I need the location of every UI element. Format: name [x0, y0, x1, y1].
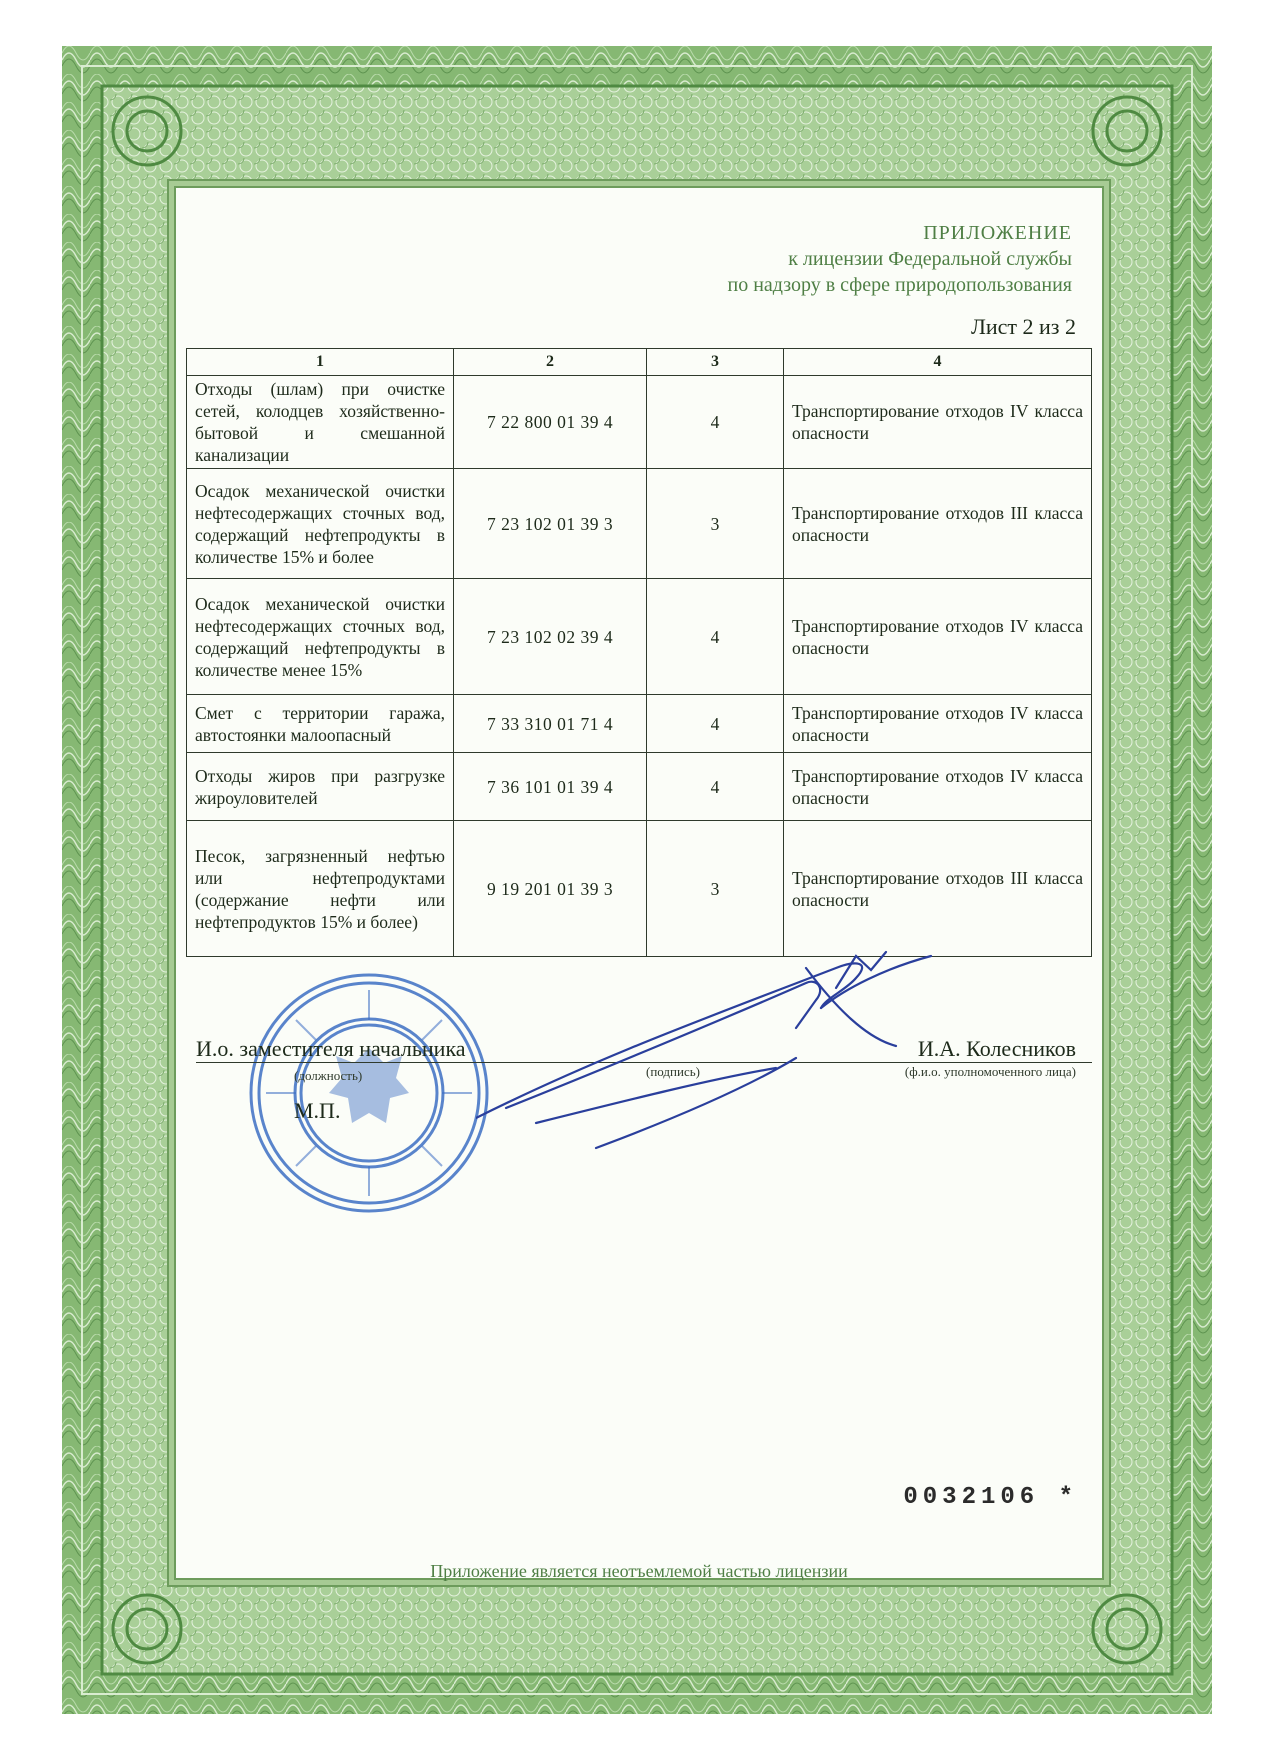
activity-type: Транспортирование отходов IV класса опасности [784, 376, 1092, 469]
appendix-header [728, 220, 1073, 298]
official-seal-icon [244, 968, 494, 1218]
column-header: 2 [454, 349, 647, 376]
fkko-code: 7 23 102 01 39 3 [454, 469, 647, 579]
hazard-class: 3 [647, 821, 784, 957]
waste-name: Отходы (шлам) при очистке сетей, колодцев хозяйственно-бытовой и смешанной канализации [187, 376, 454, 469]
table-row [187, 376, 1092, 469]
waste-name: Осадок механической очистки нефтесодержащих сточных вод, содержащий нефтепродукты в количестве 15% и более [187, 469, 454, 579]
column-header: 3 [647, 349, 784, 376]
waste-name: Отходы жиров при разгрузке жироуловителей [187, 753, 454, 821]
activity-type: Транспортирование отходов IV класса опасности [784, 579, 1092, 695]
waste-table [186, 348, 1092, 957]
appendix-subtitle-2: по надзору в сфере природопользования [727, 274, 1072, 296]
sheet-number: Лист 2 из 2 [970, 314, 1076, 339]
appendix-title: ПРИЛОЖЕНИЕ [923, 222, 1072, 244]
activity-type: Транспортирование отходов III класса опасности [784, 469, 1092, 579]
license-sheet [62, 46, 1212, 1714]
column-header: 4 [784, 349, 1092, 376]
fkko-code: 7 23 102 02 39 4 [454, 579, 647, 695]
fkko-code: 7 22 800 01 39 4 [454, 376, 647, 469]
table-header-row [187, 349, 1092, 376]
activity-type: Транспортирование отходов IV класса опасности [784, 753, 1092, 821]
handwritten-signature-icon [476, 948, 996, 1198]
table-row [187, 695, 1092, 753]
name-caption: (ф.и.о. уполномоченного лица) [904, 1064, 1076, 1079]
signer-name: И.А. Колесников [917, 1036, 1076, 1061]
table-row [187, 753, 1092, 821]
hazard-class: 4 [647, 695, 784, 753]
column-header: 1 [187, 349, 454, 376]
signature-caption: (подпись) [646, 1064, 700, 1079]
table-row [187, 821, 1092, 957]
activity-type: Транспортирование отходов III класса опасности [784, 821, 1092, 957]
table-row [187, 469, 1092, 579]
seal-label: М.П. [294, 1098, 341, 1123]
waste-name: Песок, загрязненный нефтью или нефтепродуктами (содержание нефти или нефтепродуктов 15% и более) [187, 821, 454, 957]
fkko-code: 9 19 201 01 39 3 [454, 821, 647, 957]
appendix-subtitle-1: к лицензии Федеральной службы [788, 248, 1072, 270]
serial-number: 0032106 * [903, 1484, 1078, 1511]
hazard-class: 4 [647, 376, 784, 469]
fkko-code: 7 36 101 01 39 4 [454, 753, 647, 821]
signer-position: И.о. заместителя начальника [196, 1036, 466, 1061]
activity-type: Транспортирование отходов IV класса опасности [784, 695, 1092, 753]
waste-name: Осадок механической очистки нефтесодержащих сточных вод, содержащий нефтепродукты в количестве менее 15% [187, 579, 454, 695]
hazard-class: 4 [647, 579, 784, 695]
position-caption: (должность) [294, 1068, 363, 1083]
fkko-code: 7 33 310 01 71 4 [454, 695, 647, 753]
footer-note: Приложение является неотъемлемой частью лицензии [430, 1561, 848, 1581]
hazard-class: 3 [647, 469, 784, 579]
content-area [174, 186, 1104, 1580]
hazard-class: 4 [647, 753, 784, 821]
waste-name: Смет с территории гаража, автостоянки малоопасный [187, 695, 454, 753]
table-row [187, 579, 1092, 695]
